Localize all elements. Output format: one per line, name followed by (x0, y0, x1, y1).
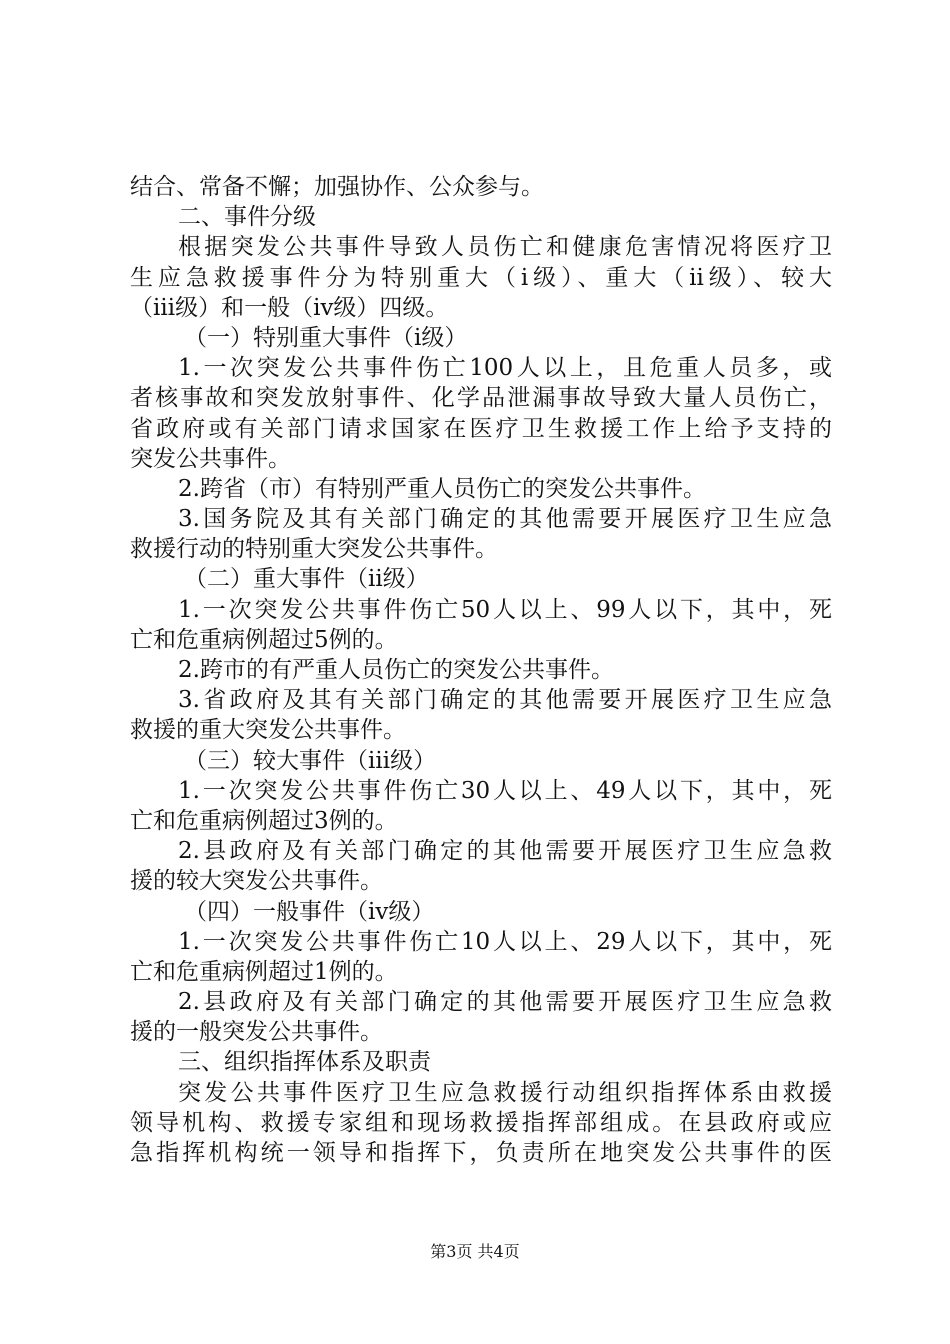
subheading-level-2: （二）重大事件（ⅱ级） (184, 566, 429, 593)
text-line: （ⅲ级）和一般（ⅳ级）四级。 (130, 294, 449, 321)
text-line: 生应急救援事件分为特别重大（ⅰ级）、重大（ⅱ级）、较大 (130, 264, 832, 291)
text-line: 省政府或有关部门请求国家在医疗卫生救援工作上给予支持的 (130, 415, 832, 442)
text-line: 2.县政府及有关部门确定的其他需要开展医疗卫生应急救 (178, 838, 832, 865)
text-line: 亡和危重病例超过5例的。 (130, 626, 398, 653)
text-line: 者核事故和突发放射事件、化学品泄漏事故导致大量人员伤亡， (130, 385, 832, 412)
section-heading-event-classification: 二、事件分级 (178, 204, 316, 231)
text-line: 2.县政府及有关部门确定的其他需要开展医疗卫生应急救 (178, 989, 832, 1016)
text-line: 3.国务院及其有关部门确定的其他需要开展医疗卫生应急 (178, 506, 832, 533)
text-line: 1.一次突发公共事件伤亡10人以上、29人以下，其中，死 (178, 928, 832, 955)
text-line: 3.省政府及其有关部门确定的其他需要开展医疗卫生应急 (178, 687, 832, 714)
text-line: 救援行动的特别重大突发公共事件。 (130, 536, 498, 563)
section-heading-command-system: 三、组织指挥体系及职责 (178, 1049, 431, 1076)
text-line: 根据突发公共事件导致人员伤亡和健康危害情况将医疗卫 (178, 234, 832, 261)
page-number-footer: 第3页 共4页 (430, 1242, 520, 1261)
text-line: 1.一次突发公共事件伤亡50人以上、99人以下，其中，死 (178, 596, 832, 623)
text-line: 突发公共事件。 (130, 445, 291, 472)
text-line: 援的较大突发公共事件。 (130, 868, 383, 895)
text-line: 1.一次突发公共事件伤亡100人以上，且危重人员多，或 (178, 355, 832, 382)
text-line: 亡和危重病例超过1例的。 (130, 958, 398, 985)
text-line: 亡和危重病例超过3例的。 (130, 807, 398, 834)
text-line: 突发公共事件医疗卫生应急救援行动组织指挥体系由救援 (178, 1079, 832, 1106)
subheading-level-3: （三）较大事件（ⅲ级） (184, 747, 437, 774)
text-line: 1.一次突发公共事件伤亡30人以上、49人以下，其中，死 (178, 777, 832, 804)
text-line: 领导机构、救援专家组和现场救援指挥部组成。在县政府或应 (130, 1109, 832, 1136)
subheading-level-4: （四）一般事件（ⅳ级） (184, 898, 435, 925)
text-line: 结合、常备不懈；加强协作、公众参与。 (130, 174, 544, 200)
text-line: 急指挥机构统一领导和指挥下，负责所在地突发公共事件的医 (130, 1140, 832, 1166)
document-body (130, 172, 832, 1168)
text-line: 援的一般突发公共事件。 (130, 1019, 383, 1046)
text-line: 救援的重大突发公共事件。 (130, 717, 406, 744)
text-line: 2.跨省（市）有特别严重人员伤亡的突发公共事件。 (178, 475, 706, 502)
text-line: 2.跨市的有严重人员伤亡的突发公共事件。 (178, 657, 614, 683)
subheading-level-1: （一）特别重大事件（ⅰ级） (184, 324, 468, 351)
